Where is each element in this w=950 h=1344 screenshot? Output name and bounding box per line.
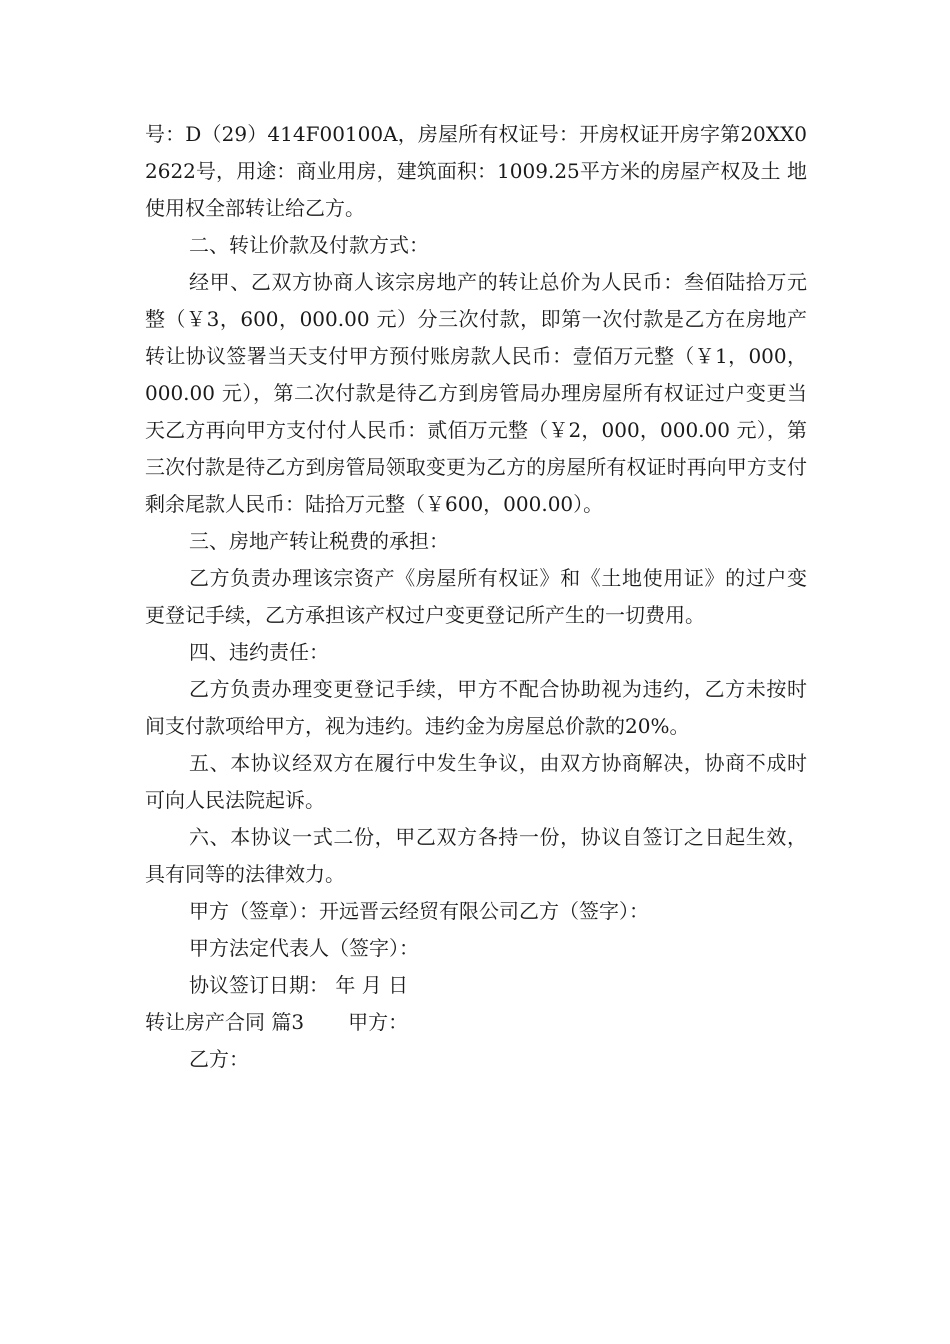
document-page: [145, 116, 807, 1078]
heading-breach-liability: 四、违约责任：: [189, 640, 329, 664]
paragraph-property-description: 号：D（29）414F00100A，房屋所有权证号：开房权证开房字第20XX02622号，用途：商业用房，建筑面积：1009.25平方米的房屋产权及土 地使用权全部转让给乙方。: [145, 122, 807, 220]
paragraph-breach-liability: 乙方负责办理变更登记手续，甲方不配合协助视为违约，乙方未按时间支付款项给甲方，视为违约。违约金为房屋总价款的20%。: [145, 677, 807, 738]
heading-tax-burden: 三、房地产转让税费的承担：: [189, 529, 449, 553]
signature-party-a-seal: 甲方（签章）：开远晋云经贸有限公司乙方（签字）：: [189, 899, 649, 923]
next-section-party-a: 甲方：: [348, 1010, 409, 1034]
paragraph-copies-and-validity: 六、本协议一式二份，甲乙双方各持一份，协议自签订之日起生效，具有同等的法律效力。: [145, 825, 807, 886]
next-section-title-line: [145, 1004, 807, 1041]
signature-legal-representative: 甲方法定代表人（签字）：: [189, 936, 419, 960]
signature-date: 协议签订日期： 年 月 日: [189, 973, 409, 997]
next-section-title: 转让房产合同 篇3: [145, 1010, 305, 1034]
paragraph-dispute-resolution: 五、本协议经双方在履行中发生争议，由双方协商解决，协商不成时可向人民法院起诉。: [145, 751, 807, 812]
heading-price-and-payment: 二、转让价款及付款方式：: [189, 233, 429, 257]
paragraph-tax-burden: 乙方负责办理该宗资产《房屋所有权证》和《土地使用证》的过户变更登记手续，乙方承担该产权过户变更登记所产生的一切费用。: [145, 566, 807, 627]
paragraph-price-and-payment: 经甲、乙双方协商人该宗房地产的转让总价为人民币：叁佰陆拾万元整（￥3，600，000.00 元）分三次付款，即第一次付款是乙方在房地产转让协议签署当天支付甲方预付账房款人民币：壹佰万元整（￥1，000，000.00 元），第二次付款是待乙方到房管局办理房屋所有权证过户变更当天乙方再向甲方支付付人民币：贰佰万元整（￥2，000，000.00 元），第三次付款是待乙方到房管局领取变更为乙方的房屋所有权证时再向甲方支付剩余尾款人民币：陆拾万元整（￥600，000.00）。: [145, 270, 807, 516]
next-section-party-b: 乙方：: [189, 1047, 249, 1071]
